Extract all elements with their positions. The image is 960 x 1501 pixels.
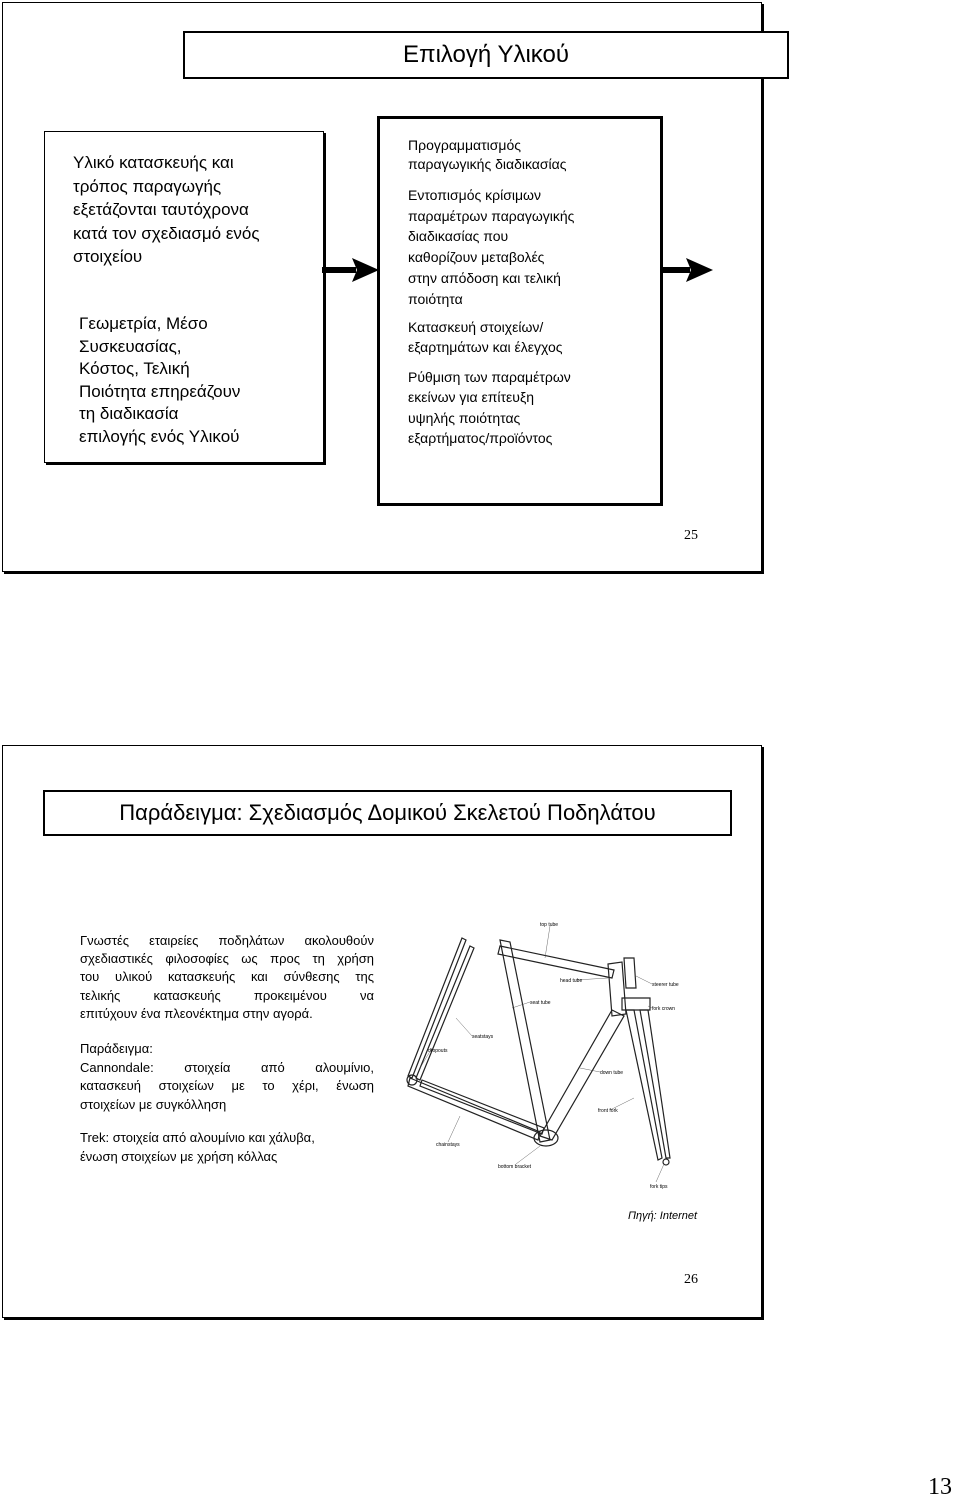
paragraph-line: ένωση στοιχείων με χρήση κόλλας bbox=[80, 1148, 278, 1164]
production-process-box bbox=[377, 116, 663, 506]
dropouts-label: dropouts bbox=[428, 1048, 448, 1054]
source-caption: Πηγή: Internet bbox=[628, 1210, 698, 1222]
paragraph-heading: Παράδειγμα: bbox=[80, 1041, 153, 1056]
material-factors-box bbox=[44, 131, 324, 463]
manufacturing-control-text: Κατασκευή στοιχείων/ εξαρτημάτων και έλεγχος bbox=[408, 319, 563, 355]
seatstays-label: seatstays bbox=[472, 1034, 494, 1040]
parameter-tuning-text: Ρύθμιση των παραμέτρων εκείνων για επίτευξη υψηλής ποιότητας εξαρτήματος/προϊόντος bbox=[408, 369, 571, 446]
steerer-tube-label: steerer tube bbox=[652, 982, 679, 988]
paragraph-line: κατασκευή στοιχείων με το χέρι, ένωση bbox=[80, 1078, 374, 1093]
paragraph-line: Cannondale: στοιχεία από αλουμίνιο, bbox=[80, 1059, 374, 1075]
paragraph-line: του υλικού κατασκευής και σύνθεσης της bbox=[80, 969, 374, 985]
page-number: 13 bbox=[928, 1474, 952, 1500]
critical-parameters-text: Εντοπισμός κρίσιμων παραμέτρων παραγωγικής διαδικασίας που καθορίζουν μεταβολές στην απόδοση και τελική ποιότητα bbox=[408, 187, 575, 307]
slide-title bbox=[43, 790, 732, 836]
top-tube-label: top tube bbox=[540, 922, 559, 928]
companies-paragraph bbox=[80, 932, 374, 1023]
down-tube-label: down tube bbox=[600, 1070, 624, 1076]
paragraph-line: Γνωστές εταιρείες ποδηλάτων ακολουθούν bbox=[80, 933, 374, 948]
front-fork-label: front fork bbox=[598, 1108, 618, 1114]
bicycle-frame-diagram bbox=[400, 918, 705, 1190]
head-tube-label: head tube bbox=[560, 978, 583, 984]
arrow-right-icon bbox=[322, 257, 380, 283]
process-planning-text: Προγραμματισμός παραγωγικής διαδικασίας bbox=[408, 137, 567, 172]
bottom-bracket-label: bottom bracket bbox=[498, 1164, 532, 1170]
example-paragraph bbox=[80, 1040, 374, 1114]
slide-title-text: Επιλογή Υλικού bbox=[403, 41, 569, 68]
selection-factors-text: Γεωμετρία, Μέσο Συσκευασίας, Κόστος, Τελική Ποιότητα επηρεάζουν τη διαδικασία επιλογής ενός Υλικού bbox=[79, 314, 241, 446]
seat-tube-label: seat tube bbox=[530, 1000, 551, 1006]
slide-number: 25 bbox=[684, 528, 698, 543]
paragraph-line: Trek: στοιχεία από αλουμίνιο και χάλυβα, bbox=[80, 1130, 315, 1145]
paragraph-line: στοιχείων με συγκόλληση bbox=[80, 1096, 227, 1112]
paragraph-line: επιτύχουν ένα πλεονέκτημα στην αγορά. bbox=[80, 1005, 313, 1021]
fork-tips-label: fork tips bbox=[650, 1184, 668, 1190]
arrow-right-icon bbox=[660, 257, 714, 283]
material-process-text: Υλικό κατασκευής και τρόπος παραγωγής εξετάζονται ταυτόχρονα κατά τον σχεδιασμό ενός στοιχείου bbox=[73, 153, 260, 266]
fork-crown-label: fork crown bbox=[652, 1006, 676, 1012]
chainstays-label: chainstays bbox=[436, 1142, 460, 1148]
slide-number: 26 bbox=[684, 1272, 698, 1287]
slide-title bbox=[183, 31, 789, 79]
paragraph-line: σχεδιαστικές φιλοσοφίες ως προς τη χρήση bbox=[80, 951, 374, 967]
paragraph-line: τελικής κατασκευής προκειμένου να bbox=[80, 987, 374, 1003]
trek-paragraph bbox=[80, 1129, 374, 1166]
slide-title-text: Παράδειγμα: Σχεδιασμός Δομικού Σκελετού Ποδηλάτου bbox=[119, 800, 656, 825]
